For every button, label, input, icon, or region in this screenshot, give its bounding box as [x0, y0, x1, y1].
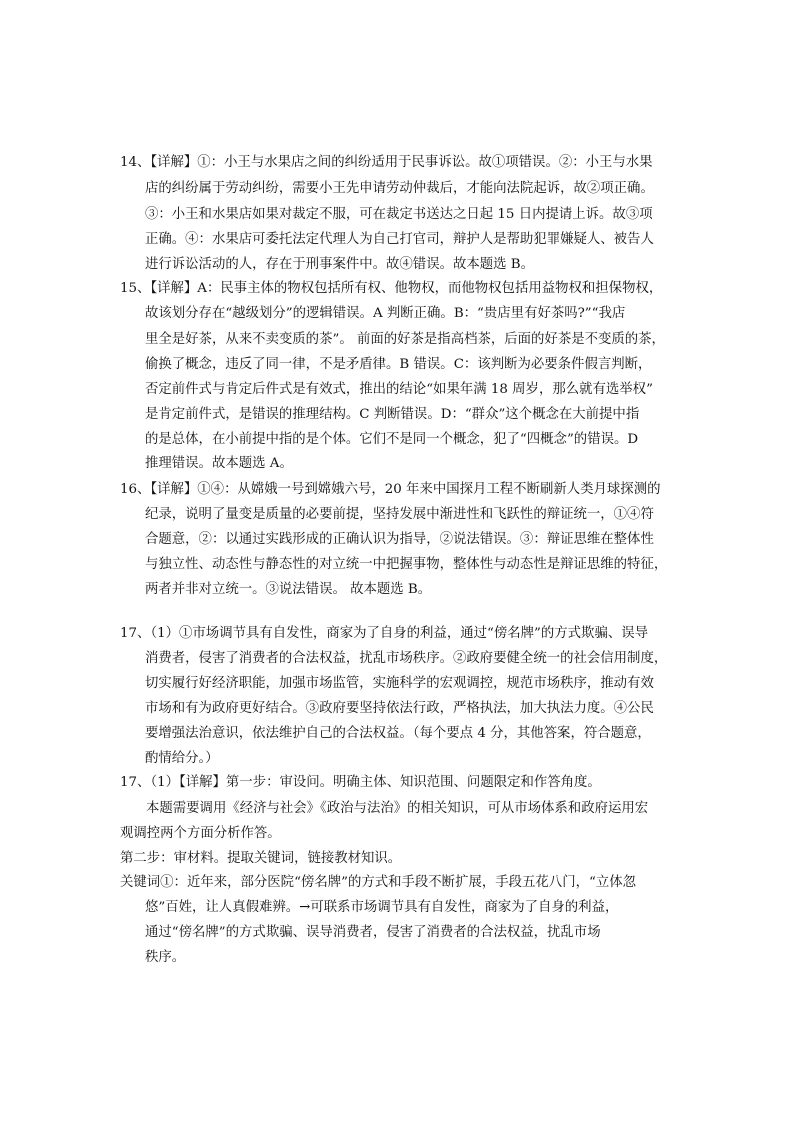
- q15-line-6: 是肯定前件式，是错误的推理结构。C 判断错误。D：“群众”这个概念在大前提中指: [145, 407, 640, 422]
- q17-explain-line-7: 通过“傍名牌”的方式欺骗、误导消费者，侵害了消费者的合法权益，扰乱市场: [145, 925, 601, 940]
- q16-line-1: 16、【详解】①④：从嫦娥一号到嫦娥六号，20 年来中国探月工程不断刷新人类月球探测的: [120, 482, 661, 497]
- q17-explain-line-2: 本题需要调用《经济与社会》《政治与法治》的相关知识，可从市场体系和政府运用宏: [146, 801, 649, 816]
- q15-line-7: 的是总体，在小前提中指的是个体。它们不是同一个概念，犯了“四概念”的错误。D: [145, 432, 639, 447]
- q17-answer-line-4: 市场和有为政府更好结合。③政府要坚持依法行政，严格执法，加大执法力度。④公民: [145, 701, 654, 716]
- q15-line-1: 15、【详解】A：民事主体的物权包括所有权、他物权，而他物权包括用益物权和担保物权，: [120, 281, 663, 296]
- q17-answer-line-3: 切实履行好经济职能，加强市场监管，实施科学的宏观调控，规范市场秩序，推动有效: [145, 676, 654, 691]
- q16-line-5: 两者并非对立统一。③说法错误。 故本题选 B。: [145, 582, 432, 597]
- q15-line-5: 否定前件式与肯定后件式是有效式，推出的结论“如果年满 18 周岁，那么就有选举权”: [145, 382, 653, 397]
- q14-line-2: 店的纠纷属于劳动纠纷，需要小王先申请劳动仲裁后，才能向法院起诉，故②项正确。: [145, 181, 654, 196]
- q17-answer-line-6: 酌情给分。）: [145, 751, 219, 766]
- q17-answer-line-1: 17、（1）①市场调节具有自发性，商家为了自身的利益，通过“傍名牌”的方式欺骗、误导: [120, 626, 649, 641]
- q17-explain-line-1: 17、（1）【详解】第一步：审设问。明确主体、知识范围、问题限定和作答角度。: [120, 775, 601, 790]
- q17-explain-line-4: 第二步：审材料。提取关键词，链接教材知识。: [120, 851, 402, 866]
- q15-line-2: 故该划分存在“越级划分”的逻辑错误。A 判断正确。B：“贵店里有好茶吗?”“我店: [145, 306, 626, 321]
- q17-answer-line-5: 要增强法治意识，依法维护自己的合法权益。（每个要点 4 分，其他答案，符合题意，: [145, 726, 651, 741]
- q17-answer-line-2: 消费者，侵害了消费者的合法权益，扰乱市场秩序。②政府要健全统一的社会信用制度，: [145, 651, 668, 666]
- q14-line-3: ③：小王和水果店如果对裁定不服，可在裁定书送达之日起 15 日内提请上诉。故③项: [145, 207, 653, 222]
- q17-explain-line-8: 秩序。: [145, 950, 186, 965]
- q17-explain-line-3: 观调控两个方面分析作答。: [120, 826, 281, 841]
- q15-line-8: 推理错误。故本题选 A。: [145, 456, 293, 471]
- q14-line-4: 正确。④：水果店可委托法定代理人为自己打官司，辩护人是帮助犯罪嫌疑人、被告人: [145, 232, 654, 247]
- q17-explain-line-6: 悠”百姓，让人真假难辨。→可联系市场调节具有自发性，商家为了自身的利益，: [145, 900, 619, 915]
- q17-explain-line-5: 关键词①：近年来，部分医院“傍名牌”的方式和手段不断扩展，手段五花八门，“立体忽: [120, 875, 636, 890]
- q15-line-3: 里全是好茶，从来不卖变质的茶”。 前面的好茶是指高档茶，后面的好茶是不变质的茶，: [145, 332, 665, 347]
- q14-line-1: 14、【详解】①：小王与水果店之间的纠纷适用于民事诉讼。故①项错误。②：小王与水果: [120, 155, 653, 170]
- q16-line-2: 纪录，说明了量变是质量的必要前提，坚持发展中渐进性和飞跃性的辩证统一，①④符: [145, 507, 654, 522]
- q16-line-4: 与独立性、动态性与静态性的对立统一中把握事物，整体性与动态性是辩证思维的特征，: [145, 557, 668, 572]
- q16-line-3: 合题意，②：以通过实践形成的正确认识为指导，②说法错误。③：辩证思维在整体性: [145, 532, 654, 547]
- q15-line-4: 偷换了概念，违反了同一律，不是矛盾律。B 错误。C：该判断为必要条件假言判断，: [145, 357, 652, 372]
- q14-line-5: 进行诉讼活动的人，存在于刑事案件中。故④错误。故本题选 B。: [145, 257, 535, 272]
